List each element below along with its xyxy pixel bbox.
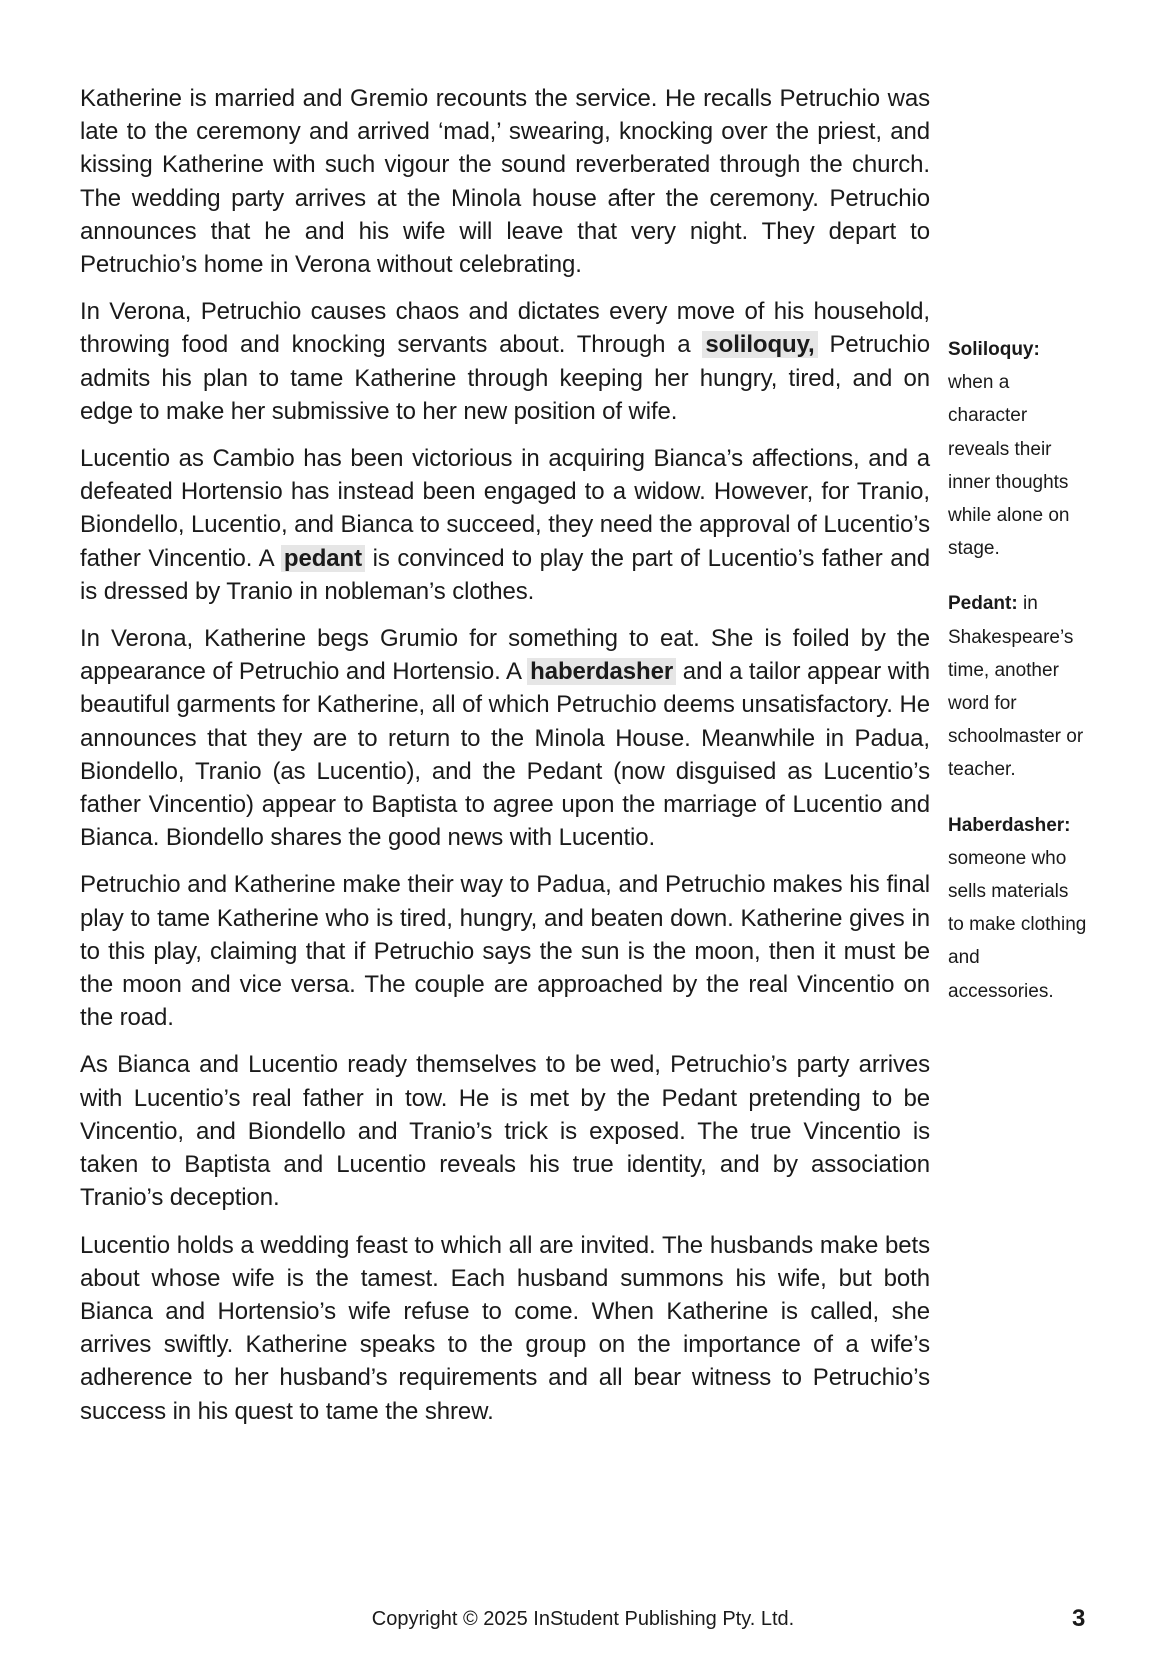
term-soliloquy: soliloquy, <box>702 331 817 358</box>
text-run: In Verona, Petruchio causes chaos and dictates every move of his household, throwing food and knocking servants about. Through a <box>80 298 930 359</box>
glossary-definition: when a character reveals their inner thoughts while alone on stage. <box>948 372 1070 560</box>
glossary-term: Soliloquy: <box>948 339 1040 360</box>
copyright-footer: Copyright © 2025 InStudent Publishing Pty. Ltd. <box>371 1608 795 1630</box>
paragraph-katherine-begs <box>80 622 930 854</box>
text-run: In Verona, Katherine begs Grumio for something to eat. She is foiled by the appearance of Petruchio and Hortensio. A <box>80 625 930 686</box>
glossary-term: Haberdasher: <box>948 814 1071 836</box>
text-run: Lucentio as Cambio has been victorious in acquiring Bianca’s affections, and a defeated Hortensio has instead been engaged to a widow. However, for Tranio, Biondello, Lucentio, and Bianca to succeed, they need the approval of Lucentio’s father Vincentio. A <box>80 445 930 572</box>
paragraph-road-to-padua: Petruchio and Katherine make their way to Padua, and Petruchio makes his final play to tame Katherine who is tired, hungry, and beaten down. Katherine gives in to this play, claiming that if Petruchio says the sun is the moon, then it must be the moon and vice versa. The couple are approached by the real Vincentio on the road. <box>80 871 930 1032</box>
text-run: is convinced to play the part of Lucentio’s father and is dressed by Tranio in nobleman’s clothes. <box>80 544 930 605</box>
glossary-term: Pedant: <box>948 593 1018 615</box>
paragraph-wedding: Katherine is married and Gremio recounts the service. He recalls Petruchio was late to the ceremony and arrived ‘mad,’ swearing, knocking over the priest, and kissing Katherine with such vigour the sound reverberated through the church. The wedding party arrives at the Minola house after the ceremony. Petruchio announces that he and his wife will leave that very night. They depart to Petruchio’s home in Verona without celebrating. <box>80 85 930 279</box>
glossary-haberdasher <box>948 809 1088 1008</box>
text-run: and a tailor appear with beautiful garments for Katherine, all of which Petruchio deems unsatisfactory. He announces that they are to return to the Minola House. Meanwhile in Padua, Biondello, Tranio (as Lucentio), and the Pedant (now disguised as Lucentio’s father Vincentio) appear to Baptista to agree upon the marriage of Lucentio and Bianca. Biondello shares the good news with Lucentio. <box>80 658 930 852</box>
glossary-definition: in Shakespeare’s time, another word for schoolmaster or teacher. <box>948 593 1084 781</box>
term-pedant: pedant <box>281 545 365 572</box>
glossary-definition: someone who sells materials to make clothing and accessories. <box>948 847 1087 1002</box>
page-number: 3 <box>1072 1605 1086 1632</box>
paragraph-verona-chaos <box>80 295 930 428</box>
glossary-sidebar <box>948 333 1088 1030</box>
paragraph-trick-exposed: As Bianca and Lucentio ready themselves to be wed, Petruchio’s party arrives with Lucentio’s real father in tow. He is met by the Pedant pretending to be Vincentio, and Biondello and Tranio’s trick is exposed. The true Vincentio is taken to Baptista and Lucentio reveals his true identity, and by association Tranio’s deception. <box>80 1051 930 1212</box>
text-run: Petruchio admits his plan to tame Katherine through keeping her hungry, tired, and on edge to make her submissive to her new position of wife. <box>80 331 930 425</box>
paragraph-wedding-feast: Lucentio holds a wedding feast to which all are invited. The husbands make bets about whose wife is the tamest. Each husband summons his wife, but both Bianca and Hortensio’s wife refuse to come. When Katherine is called, she arrives swiftly. Katherine speaks to the group on the importance of a wife’s adherence to her husband’s requirements and all bear witness to Petruchio’s success in his quest to tame the shrew. <box>80 1231 930 1425</box>
glossary-pedant <box>948 587 1088 786</box>
glossary-soliloquy <box>948 333 1088 565</box>
paragraph-lucentio-cambio <box>80 442 930 608</box>
term-haberdasher: haberdasher <box>527 658 676 685</box>
main-text <box>80 82 930 1442</box>
